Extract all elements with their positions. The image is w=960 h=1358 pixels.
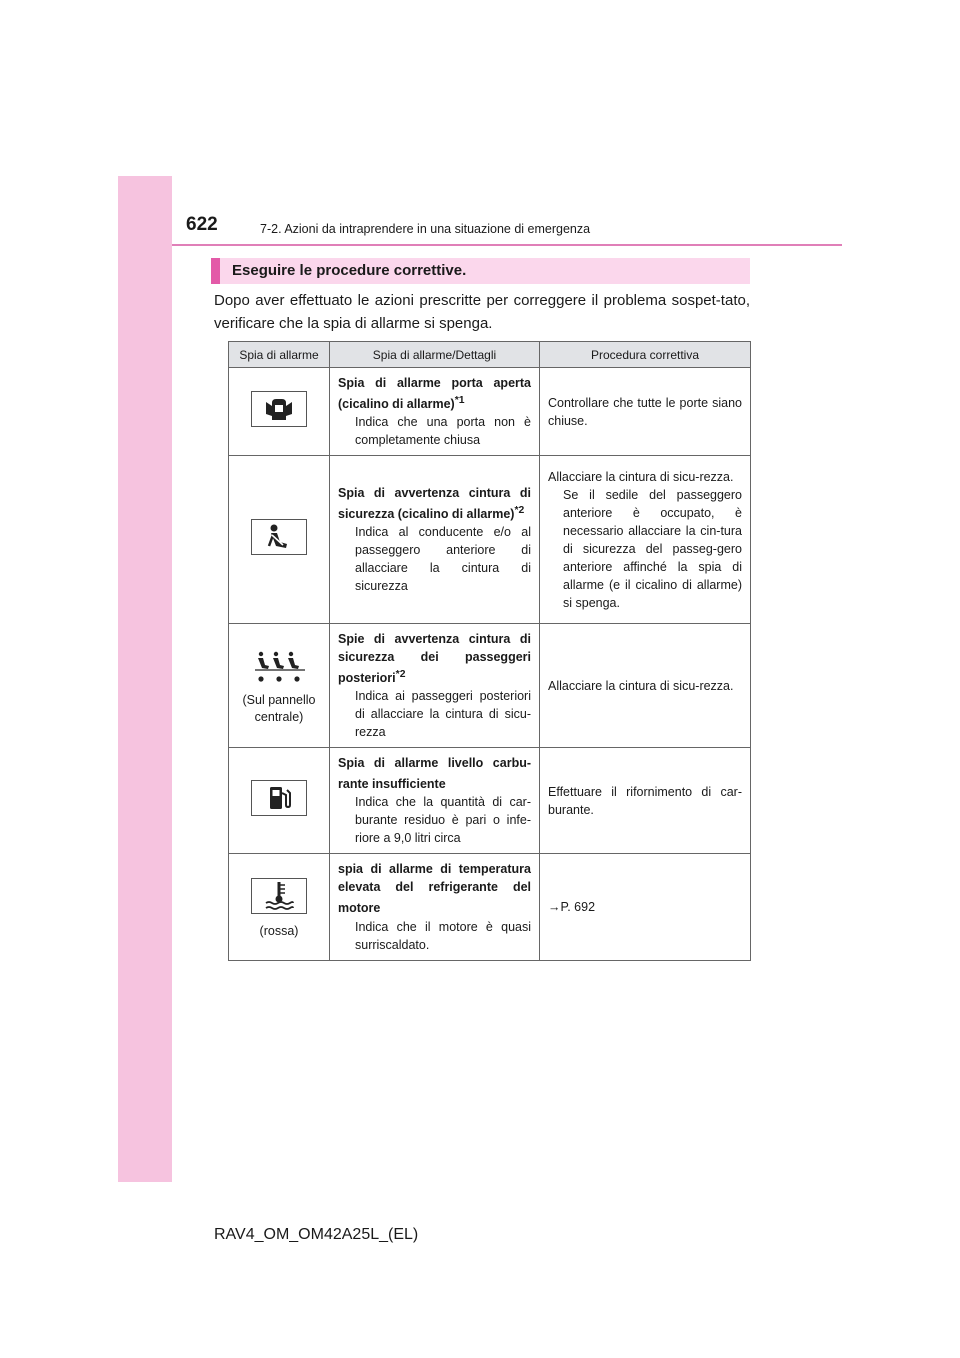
detail-text: Indica che la quantità di car-burante residuo è pari o infe-riore a 9,0 litri circa (355, 795, 531, 846)
icon-cell (229, 368, 330, 456)
column-header: Spia di allarme/Dettagli (330, 342, 540, 368)
detail-text: Indica che il motore è quasi surriscaldato. (355, 919, 531, 952)
procedure-cell (540, 456, 751, 624)
column-header: Procedura correttiva (540, 342, 751, 368)
procedure-cell (540, 368, 751, 456)
low-fuel-warning-icon (251, 780, 307, 816)
detail-cell (330, 368, 540, 456)
procedure-text: Effettuare il rifornimento di car-burante. (548, 784, 742, 817)
rear-seatbelt-warning-icon (252, 649, 306, 683)
door-open-warning-icon (251, 391, 307, 427)
table-header-row (229, 342, 751, 368)
detail-cell (330, 854, 540, 960)
table-row (229, 624, 751, 748)
header-rule (172, 244, 842, 246)
icon-note: (Sul pannello centrale) (242, 693, 316, 725)
section-heading-text: Eseguire le procedure correttive. (232, 262, 467, 279)
page-number: 622 (186, 214, 218, 235)
icon-cell (229, 624, 330, 748)
table-row (229, 456, 751, 624)
detail-title: Spia di avvertenza cintura di sicurezza (cicalino di allarme)$^{*2}$ (338, 486, 531, 522)
document-footer: RAV4_OM_OM42A25L_(EL) (214, 1226, 419, 1243)
column-header: Spia di allarme (229, 342, 330, 368)
detail-text: Indica al conducente e/o al passeggero anteriore di allacciare la cintura di sicurezza (355, 525, 531, 594)
intro-paragraph: Dopo aver effettuato le azioni prescritte per correggere il problema sospet-tato, verificare che la spia di allarme si spenga. (214, 292, 750, 332)
procedure-subtext: Se il sedile del passeggero anteriore è occupato, è necessario allacciare la cin-tura di sicurezza del passeg-gero anteriore affinché la spia di allarme (e il cicalino di allarme) si spenga. (563, 487, 742, 610)
icon-cell (229, 456, 330, 624)
icon-cell (229, 854, 330, 960)
procedure-text: Allacciare la cintura di sicu-rezza. (548, 678, 734, 693)
detail-title: Spie di avvertenza cintura di sicurezza dei passeggeri posteriori$^{*2}$ (338, 632, 531, 686)
detail-title: Spia di allarme porta aperta (cicalino di allarme)$^{*1}$ (338, 376, 531, 412)
detail-title: spia di allarme di temperatura elevata del refrigerante del motore (338, 862, 531, 916)
detail-title: Spia di allarme livello carbu-rante insufficiente (338, 756, 531, 792)
icon-cell (229, 748, 330, 854)
table-row (229, 368, 751, 456)
procedure-cell (540, 748, 751, 854)
detail-cell (330, 624, 540, 748)
procedure-text: Allacciare la cintura di sicu-rezza. (548, 469, 734, 484)
detail-cell (330, 456, 540, 624)
procedure-cell (540, 624, 751, 748)
procedure-cell (540, 854, 751, 960)
procedure-text: →P. 692 (548, 900, 596, 915)
warning-light-table (228, 341, 751, 961)
coolant-temperature-warning-icon (251, 878, 307, 914)
table-row (229, 854, 751, 960)
section-heading (211, 258, 750, 284)
icon-note: (rossa) (259, 924, 299, 939)
detail-text: Indica ai passeggeri posteriori di allacciare la cintura di sicu-rezza (355, 689, 531, 740)
chapter-side-band (118, 176, 172, 1182)
seatbelt-warning-icon (251, 519, 307, 555)
table-row (229, 748, 751, 854)
chapter-title: 7-2. Azioni da intraprendere in una situazione di emergenza (260, 222, 591, 236)
detail-text: Indica che una porta non è completamente chiusa (355, 415, 531, 448)
procedure-text: Controllare che tutte le porte siano chiuse. (548, 395, 742, 428)
detail-cell (330, 748, 540, 854)
